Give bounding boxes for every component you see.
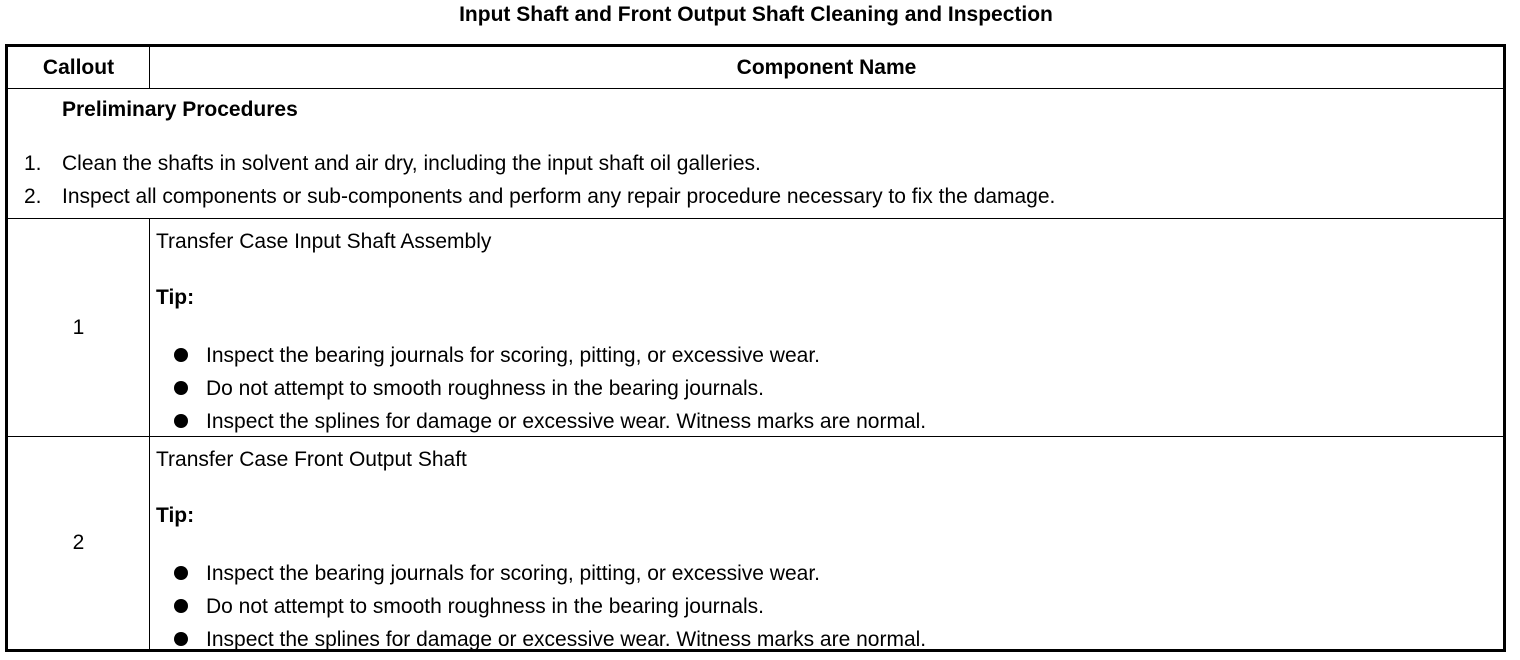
table-header-row	[8, 47, 1503, 89]
bullet-text: Inspect the bearing journals for scoring, pitting, or excessive wear.	[206, 344, 820, 367]
tip-label: Tip:	[156, 504, 195, 527]
bullet-text: Inspect the bearing journals for scoring, pitting, or excessive wear.	[206, 562, 820, 585]
bullet-text: Do not attempt to smooth roughness in the bearing journals.	[206, 377, 764, 400]
table-row	[8, 219, 1503, 437]
bullet-icon	[174, 414, 188, 428]
bullet-icon	[174, 348, 188, 362]
preliminary-step	[24, 151, 761, 177]
component-name: Transfer Case Input Shaft Assembly	[156, 230, 492, 253]
step-text: Inspect all components or sub-components and perform any repair procedure necessary to fix the damage.	[62, 185, 1056, 208]
preliminary-step	[24, 184, 1055, 210]
bullet-text: Inspect the splines for damage or excessive wear. Witness marks are normal.	[206, 410, 927, 433]
bullet-icon	[174, 381, 188, 395]
step-number: 1.	[24, 152, 42, 175]
step-number: 2.	[24, 185, 42, 208]
list-item	[174, 623, 926, 656]
preliminary-procedures-row	[8, 89, 1503, 219]
component-cell	[156, 437, 1503, 649]
callout-number: 2	[8, 437, 150, 649]
bullet-text: Do not attempt to smooth roughness in the bearing journals.	[206, 595, 764, 618]
tip-label: Tip:	[156, 286, 195, 309]
list-item	[174, 557, 926, 590]
tip-bullet-list	[174, 557, 926, 656]
callout-number: 1	[8, 219, 150, 436]
list-item	[174, 590, 926, 623]
bullet-icon	[174, 599, 188, 613]
component-name: Transfer Case Front Output Shaft	[156, 448, 467, 471]
tip-bullet-list	[174, 339, 926, 438]
step-text: Clean the shafts in solvent and air dry, including the input shaft oil galleries.	[62, 152, 761, 175]
list-item	[174, 372, 926, 405]
header-component-name: Component Name	[736, 56, 917, 79]
list-item	[174, 405, 926, 438]
bullet-text: Inspect the splines for damage or excessive wear. Witness marks are normal.	[206, 628, 927, 651]
component-cell	[156, 219, 1503, 436]
procedure-table	[5, 44, 1506, 652]
preliminary-procedures-title: Preliminary Procedures	[62, 98, 298, 121]
document-title: Input Shaft and Front Output Shaft Cleaning and Inspection	[459, 3, 1053, 26]
list-item	[174, 339, 926, 372]
header-callout: Callout	[8, 47, 150, 88]
bullet-icon	[174, 632, 188, 646]
table-row	[8, 437, 1503, 649]
bullet-icon	[174, 566, 188, 580]
